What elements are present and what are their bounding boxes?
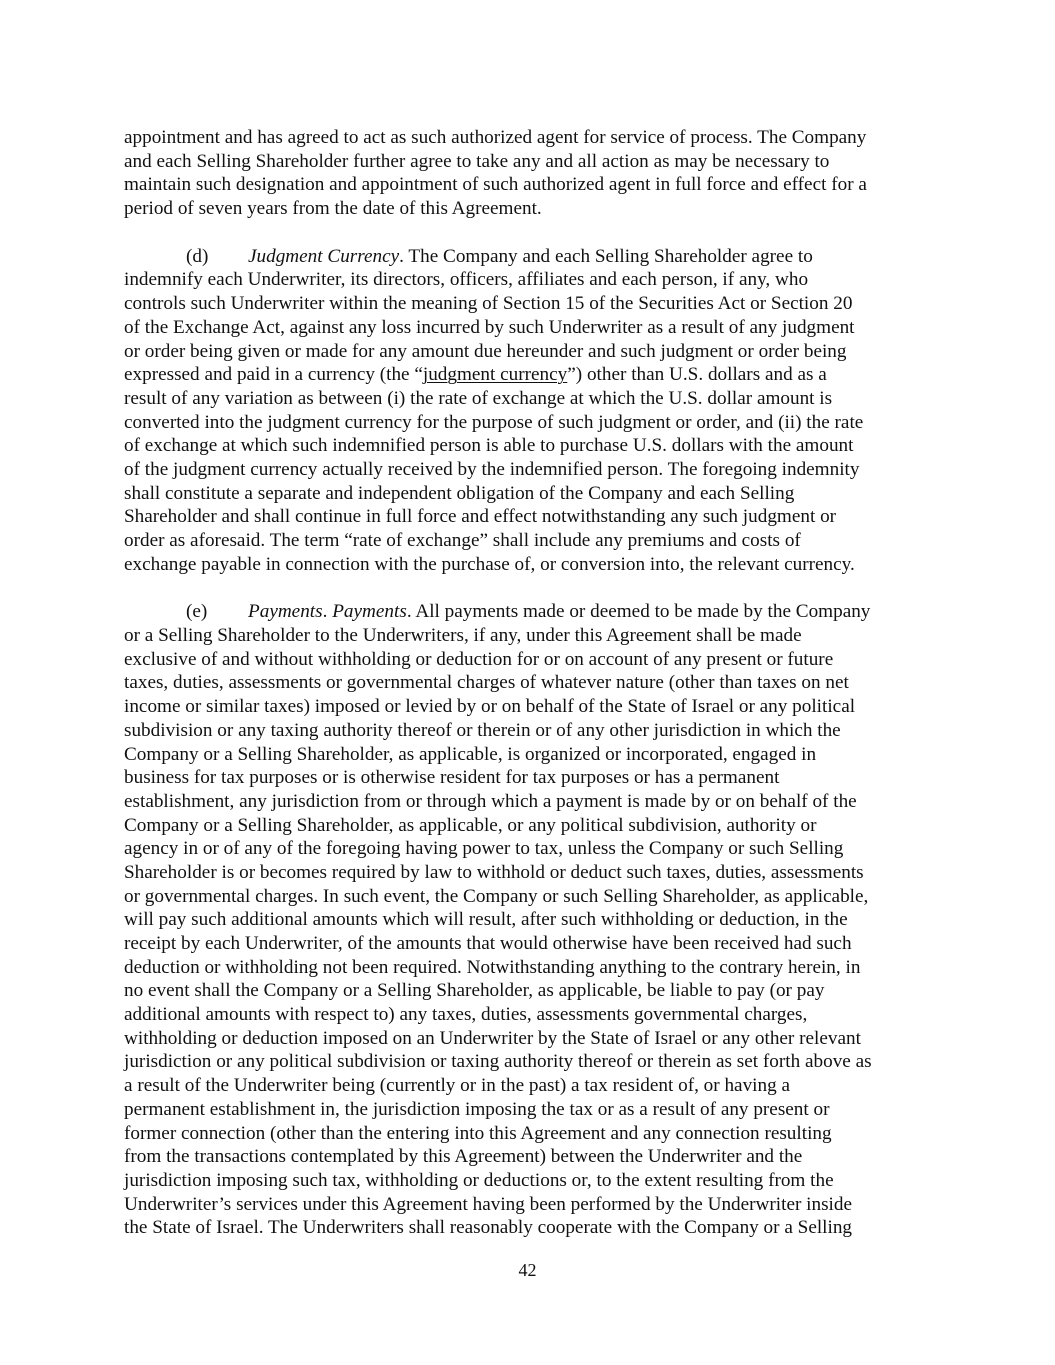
section-d-judgment-currency: [124, 245, 934, 577]
text-line: establishment, any jurisdiction from or through which a payment is made by or on behalf of the: [124, 790, 857, 812]
text-line: income or similar taxes) imposed or levied by or on behalf of the State of Israel or any political: [124, 696, 856, 718]
defined-term-suffix: ”) other than U.S. dollars and as a: [567, 364, 827, 386]
text-line: or governmental charges. In such event, the Company or such Selling Shareholder, as applicable,: [124, 885, 869, 907]
text-line: former connection (other than the entering into this Agreement and any connection resulting: [124, 1122, 832, 1144]
section-e-caption-repeat: Payments: [332, 601, 407, 623]
text-line: exchange payable in connection with the purchase of, or conversion into, the relevant currency.: [124, 553, 855, 575]
text-line: no event shall the Company or a Selling Shareholder, as applicable, be liable to pay (or pay: [124, 980, 825, 1002]
defined-term-prefix: expressed and paid in a currency (the “: [124, 364, 423, 386]
text-line: controls such Underwriter within the meaning of Section 15 of the Securities Act or Section 20: [124, 293, 853, 315]
text-line: of exchange at which such indemnified person is able to purchase U.S. dollars with the amount: [124, 435, 854, 457]
section-d-first-line-text: . The Company and each Selling Shareholder agree to: [399, 245, 813, 267]
text-line: business for tax purposes or is otherwise resident for tax purposes or has a permanent: [124, 767, 780, 789]
text-line: withholding or deduction imposed on an Underwriter by the State of Israel or any other relevant: [124, 1027, 861, 1049]
document-body: [124, 126, 934, 1264]
text-line: from the transactions contemplated by this Agreement) between the Underwriter and the: [124, 1146, 803, 1168]
defined-term-line: [124, 363, 934, 387]
text-line: or order being given or made for any amount due hereunder and such judgment or order being: [124, 340, 847, 362]
text-line: additional amounts with respect to) any taxes, duties, assessments governmental charges,: [124, 1004, 808, 1026]
text-line: taxes, duties, assessments or governmental charges of whatever nature (other than taxes on net: [124, 672, 849, 694]
text-line: subdivision or any taxing authority thereof or therein or of any other jurisdiction in which the: [124, 719, 841, 741]
text-line: shall constitute a separate and independent obligation of the Company and each Selling: [124, 482, 795, 504]
section-e-first-line-text: . All payments made or deemed to be made by the Company: [406, 601, 871, 623]
text-line: jurisdiction imposing such tax, withholding or deductions or, to the extent resulting from the: [124, 1169, 834, 1191]
section-e-first-line: [124, 600, 934, 624]
section-e-separator: .: [322, 601, 333, 623]
section-e-caption: Payments: [248, 601, 323, 623]
section-e-payments: [124, 600, 934, 1240]
text-line: a result of the Underwriter being (currently or in the past) a tax resident of, or having a: [124, 1075, 790, 1097]
section-d-caption: Judgment Currency: [248, 245, 400, 267]
text-line: converted into the judgment currency for the purpose of such judgment or order, and (ii) the rate: [124, 411, 864, 433]
text-line: receipt by each Underwriter, of the amounts that would otherwise have been received had such: [124, 933, 852, 954]
intro-paragraph: [124, 126, 934, 221]
text-line: Shareholder and shall continue in full force and effect notwithstanding any such judgment or: [124, 506, 837, 528]
text-line: agency in or of any of the foregoing having power to tax, unless the Company or such Selling: [124, 838, 844, 860]
text-line: maintain such designation and appointment of such authorized agent in full force and effect for a: [124, 174, 867, 196]
text-line: of the Exchange Act, against any loss incurred by such Underwriter as a result of any judgment: [124, 316, 855, 338]
text-line: Underwriter’s services under this Agreement having been performed by the Underwriter inside: [124, 1193, 852, 1215]
text-line: Shareholder is or becomes required by law to withhold or deduct such taxes, duties, assessments: [124, 861, 864, 883]
text-line: exclusive of and without withholding or deduction for or on account of any present or future: [124, 648, 834, 670]
page-number: 42: [518, 1260, 537, 1280]
defined-term-judgment-currency: judgment currency: [422, 364, 568, 386]
text-line: deduction or withholding not been required. Notwithstanding anything to the contrary herein, in: [124, 956, 861, 978]
section-d-label: (d): [186, 245, 209, 267]
text-line: appointment and has agreed to act as such authorized agent for service of process. The Company: [124, 127, 867, 148]
text-line: result of any variation as between (i) the rate of exchange at which the U.S. dollar amount is: [124, 387, 833, 409]
text-line: order as aforesaid. The term “rate of exchange” shall include any premiums and costs of: [124, 530, 801, 551]
text-line: Company or a Selling Shareholder, as applicable, or any political subdivision, authority or: [124, 814, 817, 836]
text-line: the State of Israel. The Underwriters shall reasonably cooperate with the Company or a Selling: [124, 1217, 853, 1239]
section-e-label: (e): [186, 601, 208, 623]
text-line: of the judgment currency actually received by the indemnified person. The foregoing indemnity: [124, 458, 860, 480]
text-line: permanent establishment in, the jurisdiction imposing the tax or as a result of any present or: [124, 1098, 830, 1120]
text-line: or a Selling Shareholder to the Underwriters, if any, under this Agreement shall be made: [124, 625, 802, 647]
text-line: indemnify each Underwriter, its directors, officers, affiliates and each person, if any, who: [124, 269, 809, 291]
section-d-first-line: [124, 245, 934, 269]
text-line: and each Selling Shareholder further agree to take any and all action as may be necessary to: [124, 150, 830, 172]
text-line: will pay such additional amounts which will result, after such withholding or deduction, in the: [124, 909, 848, 931]
text-line: jurisdiction or any political subdivision or taxing authority thereof or therein as set forth above as: [124, 1051, 872, 1073]
text-line: period of seven years from the date of this Agreement.: [124, 198, 542, 220]
text-line: Company or a Selling Shareholder, as applicable, is organized or incorporated, engaged in: [124, 743, 817, 765]
